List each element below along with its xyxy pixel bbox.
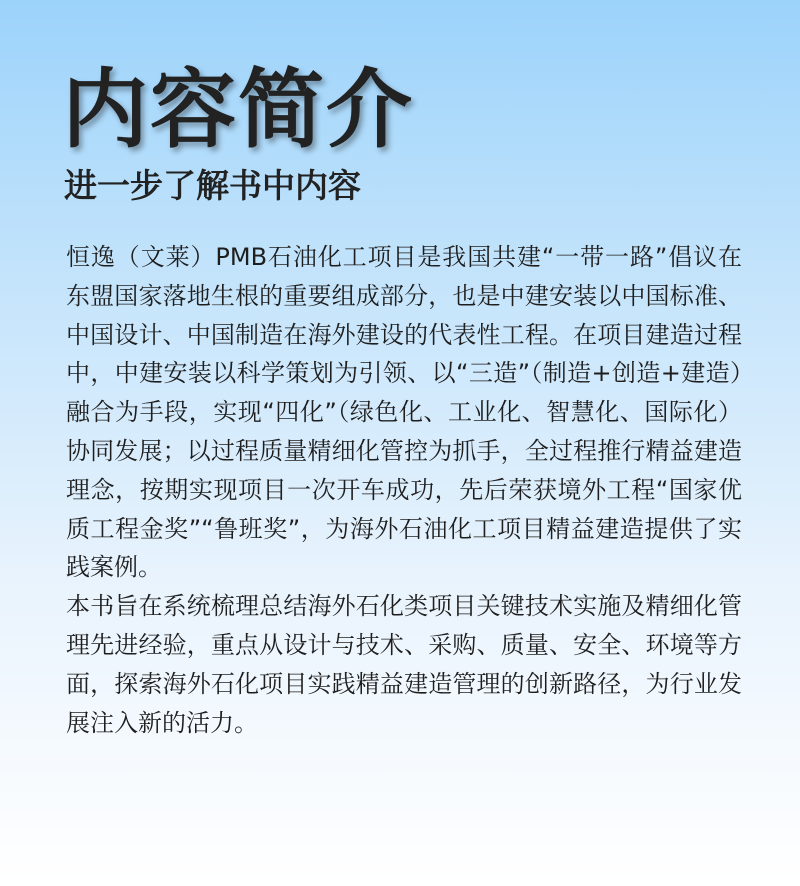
page-subtitle: 进一步了解书中内容 [64,166,361,205]
paragraph-project-intro: 恒逸（文莱）PMB石油化工项目是我国共建“一带一路”倡议在东盟国家落地生根的重要组成部分，也是中建安装以中国标准、中国设计、中国制造在海外建设的代表性工程。在项目建造过程中，中建安装以科学策划为引领、以“三造”（制造+创造+建造）融合为手段，实现“四化”（绿色化、工业化、智慧化、国际化）协同发展；以过程质量精细化管控为抓手，全过程推行精益建造理念，按期实现项目一次开车成功，先后荣获境外工程“国家优质工程金奖”“鲁班奖”，为海外石油化工项目精益建造提供了实践案例。 [66,243,742,582]
content-body [66,238,742,742]
page-title: 内容简介 [62,60,414,160]
paragraph-book-purpose: 本书旨在系统梳理总结海外石化类项目关键技术实施及精细化管理先进经验，重点从设计与技术、采购、质量、安全、环境等方面，探索海外石化项目实践精益建造管理的创新路径，为行业发展注入新的活力。 [66,592,742,737]
